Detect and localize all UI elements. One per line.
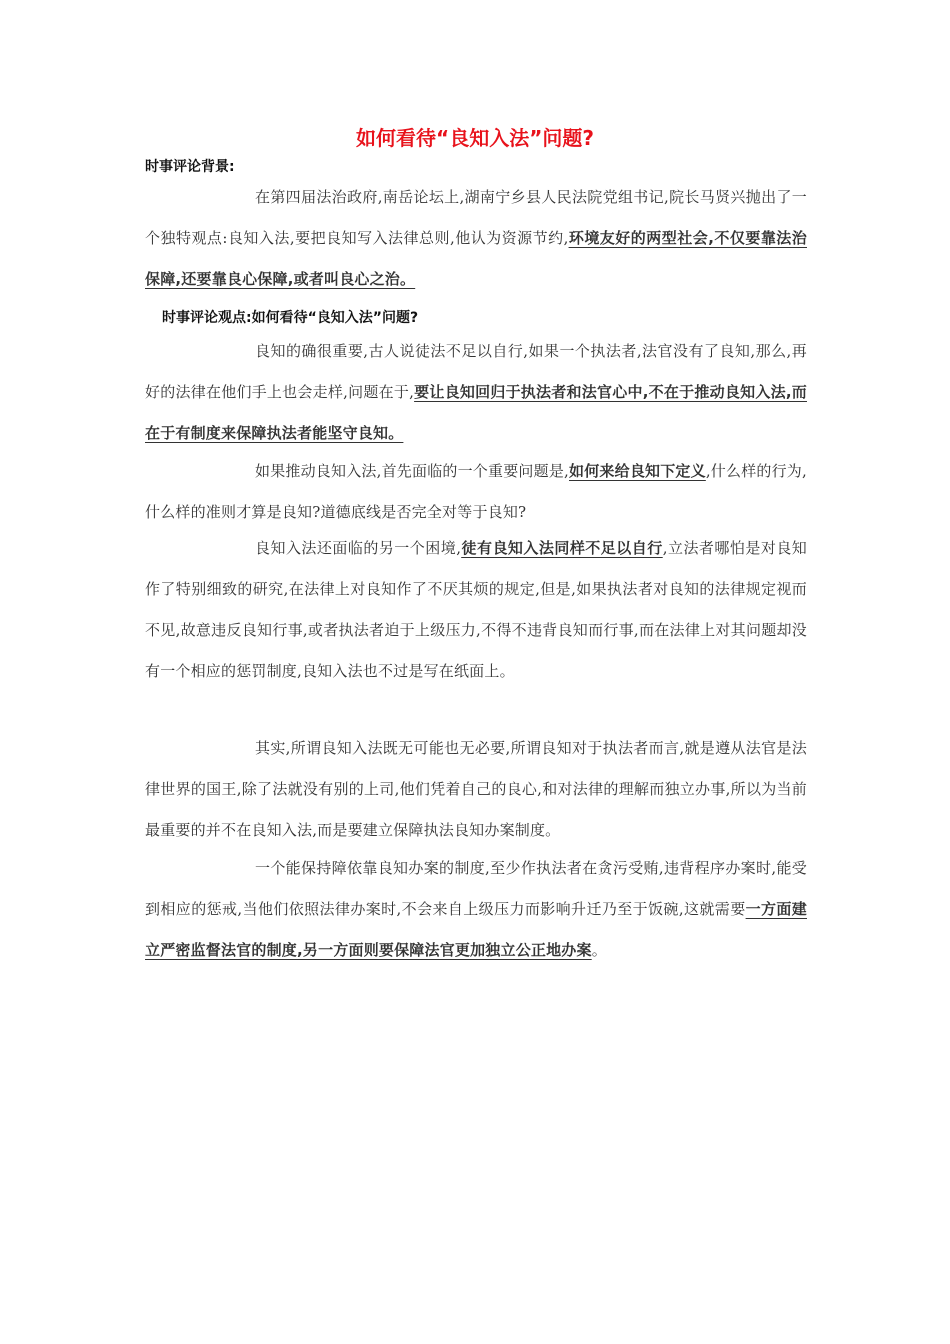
paragraph-text: 。 <box>591 941 607 959</box>
paragraph-text: ,什么样的行为,什么样的准则才算是良知?道德底线是否完全对等于良知? <box>145 462 807 521</box>
document-title: 如何看待“良知入法”问题? <box>356 126 594 150</box>
paragraph-viewpoint-3 <box>145 528 807 692</box>
underlined-emphasis: 环境友好的两型社会,不仅要靠法治保障,还要靠良心保障,或者叫良心之治。 <box>145 229 807 288</box>
paragraph-text: 如果推动良知入法,首先面临的一个重要问题是, <box>255 462 569 480</box>
underlined-emphasis: 要让良知回归于执法者和法官心中,不在于推动良知入法,而在于有制度来保障执法者能坚守良知。 <box>145 383 807 442</box>
section-heading-background: 时事评论背景: <box>145 159 235 175</box>
underlined-emphasis: 徒有良知入法同样不足以自行 <box>461 539 663 557</box>
section-heading-viewpoint: 时事评论观点:如何看待“良知入法”问题? <box>162 310 419 326</box>
paragraph-background <box>145 177 807 300</box>
paragraph-text: 良知的确很重要,古人说徒法不足以自行,如果一个执法者,法官没有了良知,那么,再好的法律在他们手上也会走样,问题在于, <box>145 342 807 401</box>
underlined-emphasis: 如何来给良知下定义 <box>569 462 706 480</box>
paragraph-viewpoint-4 <box>145 728 807 851</box>
paragraph-viewpoint-5 <box>145 848 807 971</box>
paragraph-text: 良知入法还面临的另一个困境, <box>255 539 462 557</box>
paragraph-viewpoint-2 <box>145 451 807 533</box>
underlined-emphasis: 一方面建立严密监督法官的制度,另一方面则要保障法官更加独立公正地办案 <box>145 900 807 959</box>
paragraph-viewpoint-1 <box>145 331 807 454</box>
paragraph-text: ,立法者哪怕是对良知作了特别细致的研究,在法律上对良知作了不厌其烦的规定,但是,如果执法者对良知的法律规定视而不见,故意违反良知行事,或者执法者迫于上级压力,不得不违背良知而行事,而在法律上对其问题却没有一个相应的惩罚制度,良知入法也不过是写在纸面上。 <box>145 539 807 680</box>
paragraph-text: 其实,所谓良知入法既无可能也无必要,所谓良知对于执法者而言,就是遵从法官是法律世界的国王,除了法就没有别的上司,他们凭着自己的良心,和对法律的理解而独立办事,所以为当前最重要的并不在良知入法,而是要建立保障执法良知办案制度。 <box>145 739 807 839</box>
paragraph-text: 一个能保持障依靠良知办案的制度,至少作执法者在贪污受贿,违背程序办案时,能受到相应的惩戒,当他们依照法律办案时,不会来自上级压力而影响升迁乃至于饭碗,这就需要 <box>145 859 807 918</box>
paragraph-text: 在第四届法治政府,南岳论坛上,湖南宁乡县人民法院党组书记,院长马贤兴抛出了一个独特观点:良知入法,要把良知写入法律总则,他认为资源节约, <box>145 188 807 247</box>
